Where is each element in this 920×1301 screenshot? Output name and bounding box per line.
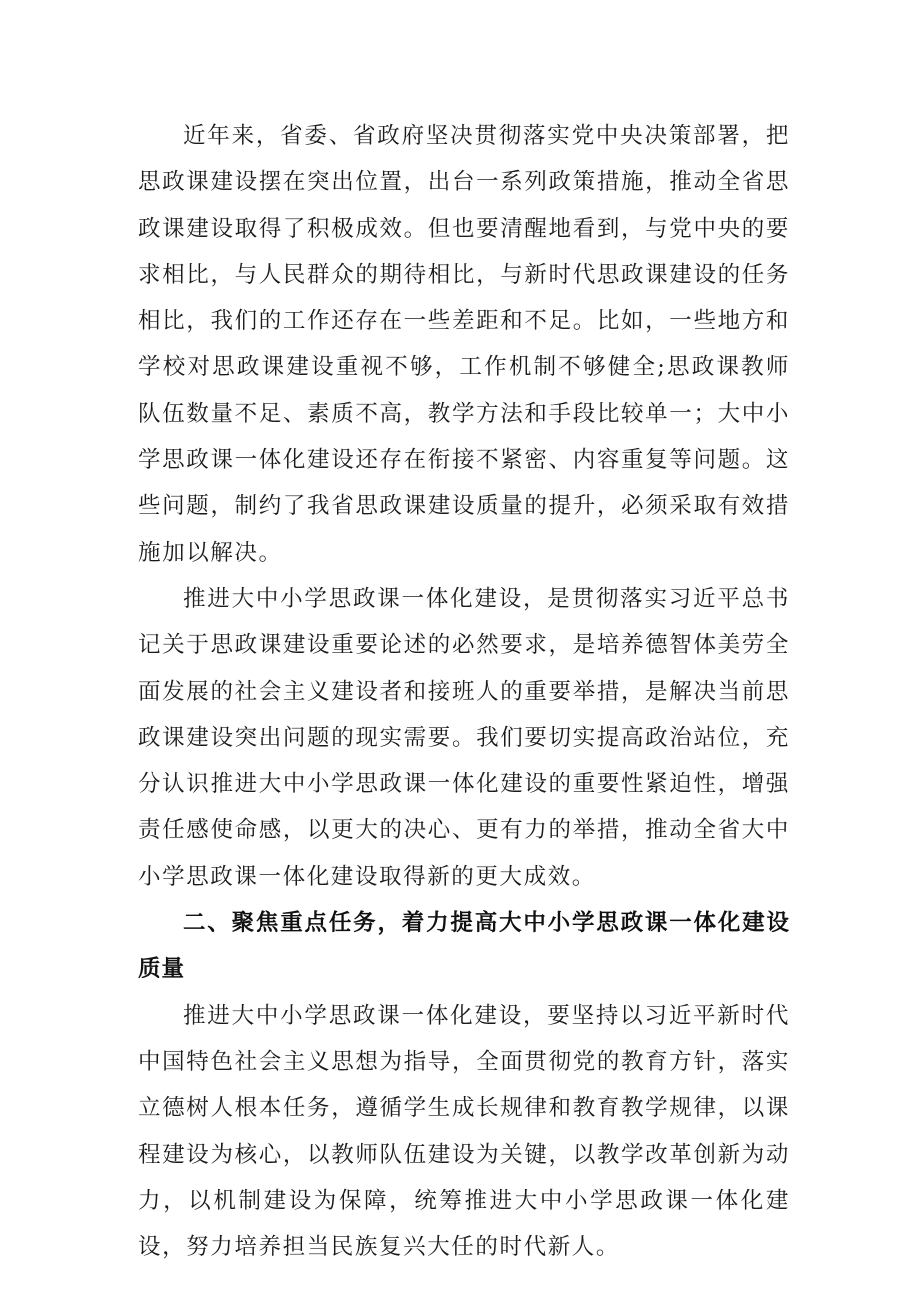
paragraph-guidance: 推进大中小学思政课一体化建设，要坚持以习近平新时代中国特色社会主义思想为指导，全面贯彻党的教育方针，落实立德树人根本任务，遵循学生成长规律和教育教学规律，以课程建设为核心，以教师队伍建设为关键，以教学改革创新为动力，以机制建设为保障，统筹推进大中小学思政课一体化建设，努力培养担当民族复兴大任的时代新人。 (138, 1002, 790, 1261)
document-page (138, 113, 790, 1270)
paragraph-situation: 近年来，省委、省政府坚决贯彻落实党中央决策部署，把思政课建设摆在突出位置，出台一系列政策措施，推动全省思政课建设取得了积极成效。但也要清醒地看到，与党中央的要求相比，与人民群众的期待相比，与新时代思政课建设的任务相比，我们的工作还存在一些差距和不足。比如，一些地方和学校对思政课建设重视不够，工作机制不够健全;思政课教师队伍数量不足、素质不高，教学方法和手段比较单一；大中小学思政课一体化建设还存在衔接不紧密、内容重复等问题。这些问题，制约了我省思政课建设质量的提升，必须采取有效措施加以解决。 (138, 123, 790, 566)
paragraph-significance: 推进大中小学思政课一体化建设，是贯彻落实习近平总书记关于思政课建设重要论述的必然要求，是培养德智体美劳全面发展的社会主义建设者和接班人的重要举措，是解决当前思政课建设突出问题的现实需要。我们要切实提高政治站位，充分认识推进大中小学思政课一体化建设的重要性紧迫性，增强责任感使命感，以更大的决心、更有力的举措，推动全省大中小学思政课一体化建设取得新的更大成效。 (138, 585, 790, 890)
section-heading-2: 二、聚焦重点任务，着力提高大中小学思政课一体化建设质量 (138, 910, 790, 983)
